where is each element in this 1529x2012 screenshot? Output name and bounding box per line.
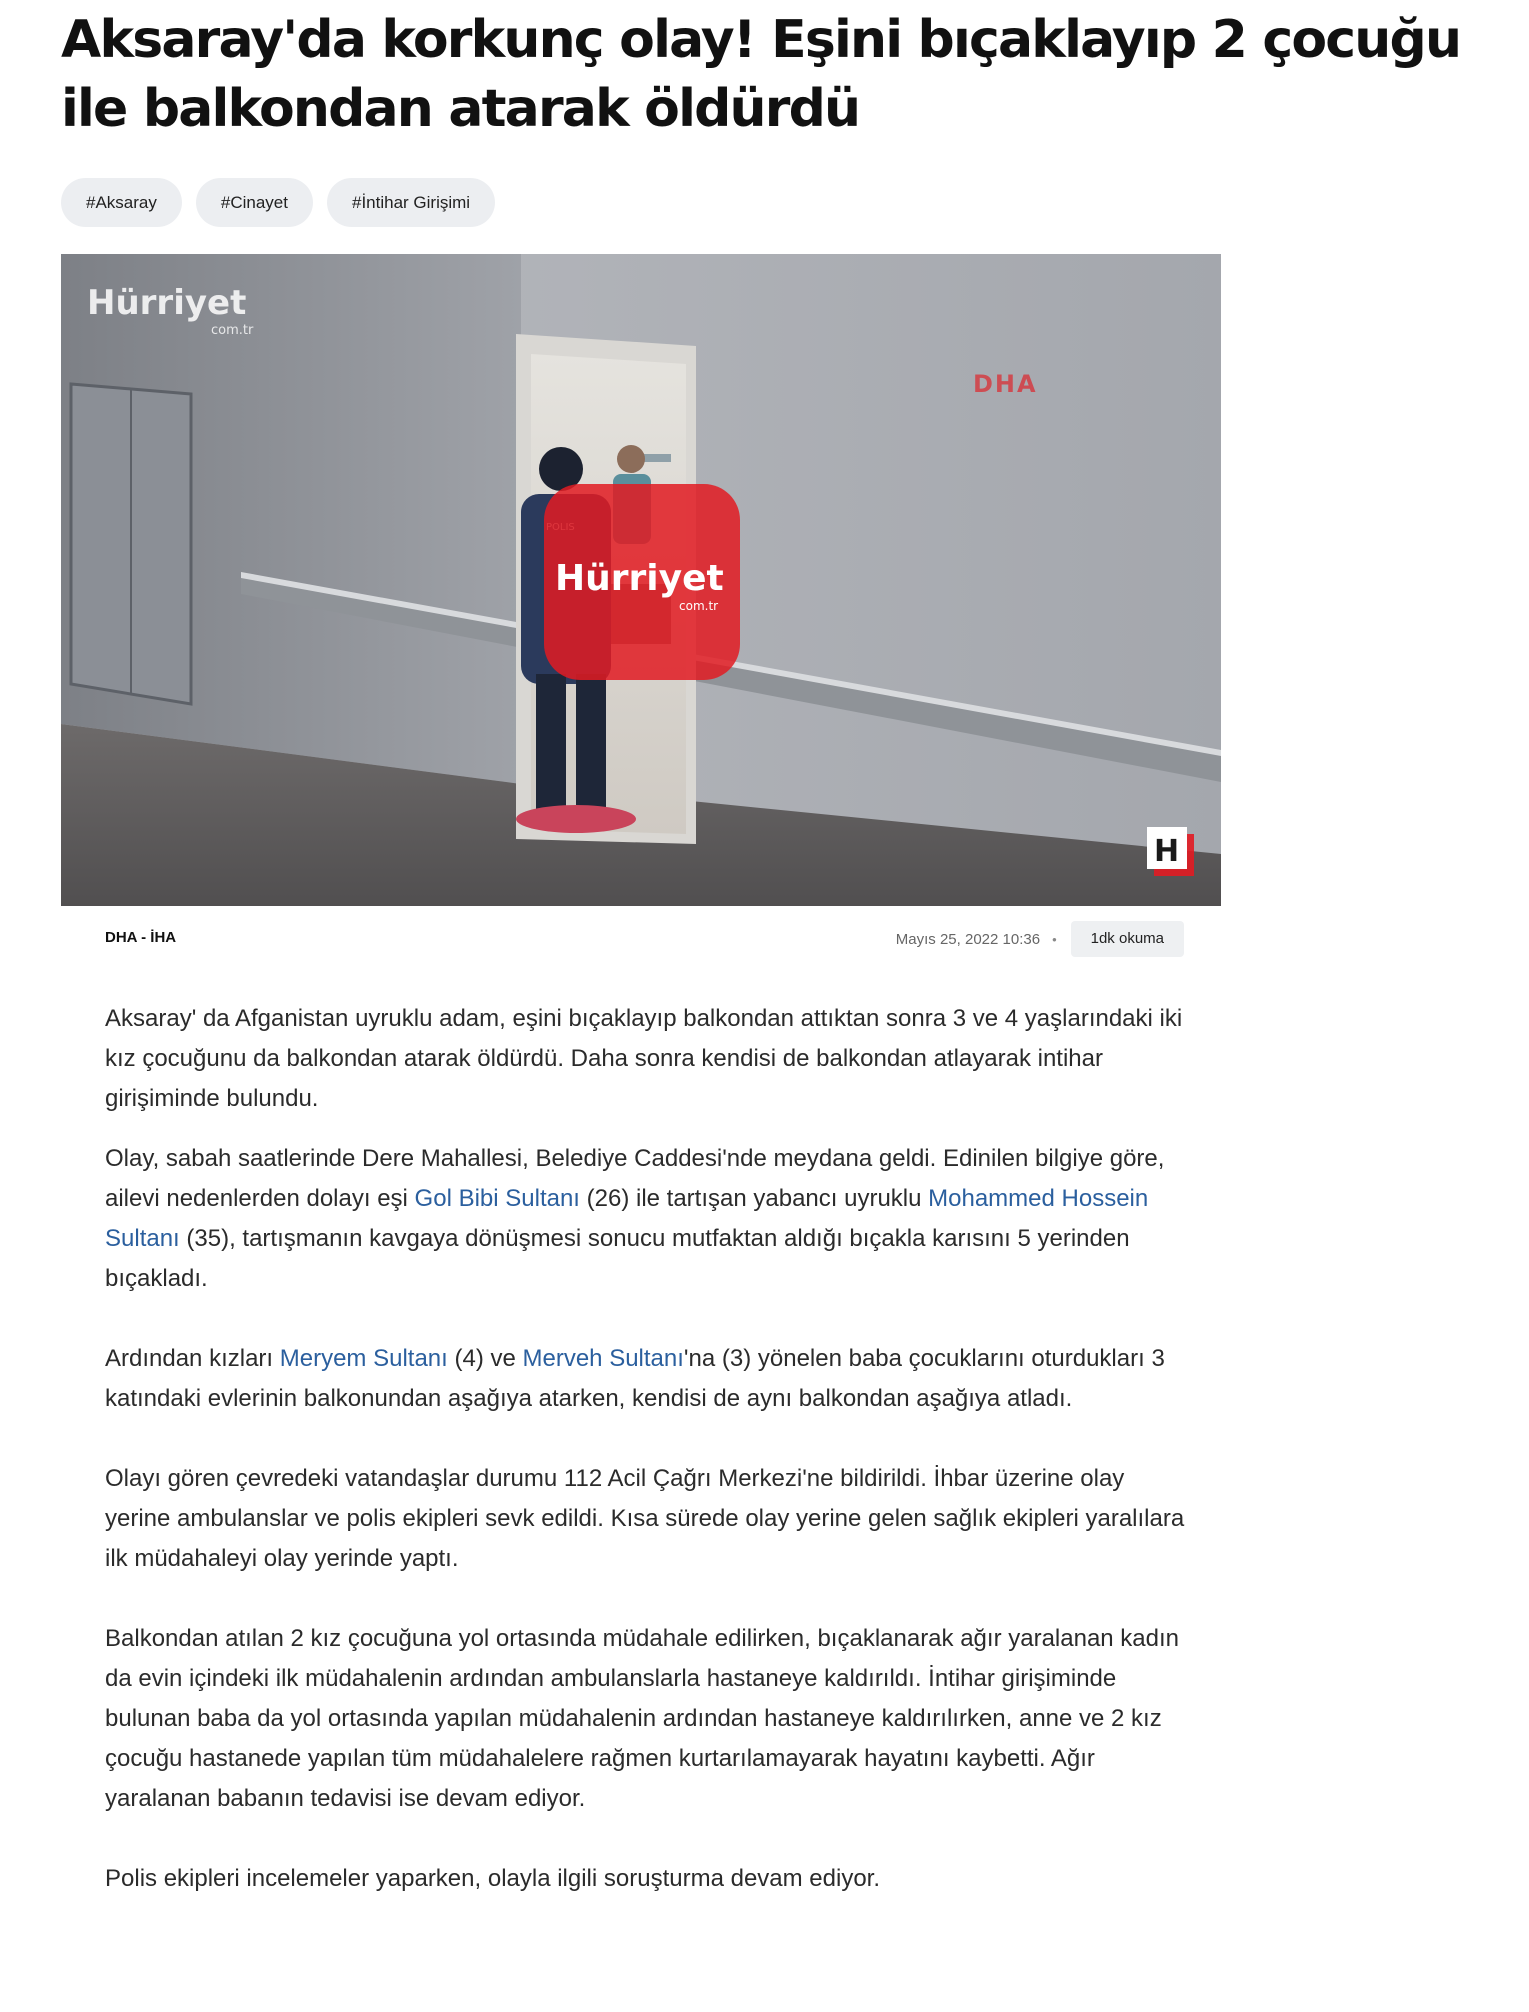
corner-h-letter: H — [1154, 834, 1180, 869]
hurriyet-logo-top-sub: com.tr — [211, 323, 254, 338]
tag-cinayet[interactable]: #Cinayet — [196, 178, 313, 227]
person-link-meryem[interactable]: Meryem Sultanı — [279, 1345, 448, 1372]
article-lead-paragraph: Aksaray' da Afganistan uyruklu adam, eşini bıçaklayıp balkondan attıktan sonra 3 ve 4 yaşlarındaki iki kız çocuğunu da balkondan atarak öldürdü. Daha sonra kendisi de balkondan atlayarak intihar girişiminde bulundu. — [105, 1005, 1183, 1112]
play-logo-icon[interactable] — [544, 484, 740, 680]
tag-intihar-girisimi[interactable]: #İntihar Girişimi — [327, 178, 495, 227]
article-meta — [896, 921, 1184, 957]
tag-aksaray[interactable]: #Aksaray — [61, 178, 182, 227]
article-paragraph-5: Balkondan atılan 2 kız çocuğuna yol ortasında müdahale edilirken, bıçaklanarak ağır yaralanan kadın da evin içindeki ilk müdahalenin ardından ambulanslarla hastaneye kaldırıldı. İntihar girişiminde bulunan baba da yol ortasında yapılan müdahalenin ardından hastaneye kaldırılırken, anne ve 2 kız çocuğu hastanede yapılan tüm müdahalelere rağmen kurtarılamayarak hayatını kaybetti. Ağır yaralanan babanın tedavisi ise devam ediyor. — [105, 1625, 1180, 1812]
article-paragraph-2 — [105, 1139, 1190, 1299]
text-span: Olay, sabah saatlerinde Dere Mahallesi, Belediye Caddesi'nde meydana geldi. Edinilen bilgiye göre, ailevi nedenlerden dolayı eşi — [105, 1145, 1165, 1212]
text-span: (35), tartışmanın kavgaya dönüşmesi sonucu mutfaktan aldığı bıçakla karısını 5 yerinden bıçakladı. — [105, 1225, 1130, 1292]
corner-h-logo-icon — [1147, 827, 1194, 876]
article-paragraph-6: Polis ekipleri incelemeler yaparken, olayla ilgili soruşturma devam ediyor. — [105, 1865, 881, 1892]
publish-date: Mayıs 25, 2022 10:36 — [895, 930, 1041, 948]
video-frame — [61, 254, 1221, 906]
person-link-merveh[interactable]: Merveh Sultanı — [522, 1345, 684, 1372]
meta-separator: • — [1052, 931, 1057, 947]
text-span: (26) ile tartışan yabancı uyruklu — [579, 1185, 929, 1212]
article-paragraph-3 — [105, 1339, 1190, 1419]
article-paragraph-4: Olayı gören çevredeki vatandaşlar durumu 112 Acil Çağrı Merkezi'ne bildirildi. İhbar üzerine olay yerine ambulanslar ve polis ekipleri sevk edildi. Kısa sürede olay yerine gelen sağlık ekipleri yaralılara ilk müdahaleyi olay yerinde yaptı. — [105, 1465, 1185, 1572]
person-link-gol-bibi[interactable]: Gol Bibi Sultanı — [414, 1185, 580, 1212]
tag-list — [61, 178, 495, 227]
hurriyet-logo-center-sub: com.tr — [679, 599, 719, 613]
article-body — [105, 999, 1190, 1939]
hurriyet-logo-top: Hürriyet — [87, 283, 247, 323]
text-span: (4) ve — [447, 1345, 523, 1372]
text-span: Ardından kızları — [105, 1345, 280, 1372]
article-headline: Aksaray'da korkunç olay! Eşini bıçaklayıp 2 çocuğu ile balkondan atarak öldürdü — [61, 10, 1461, 139]
person-link-mohammed-hossein[interactable]: Mohammed Hossein Sultanı — [105, 1185, 1149, 1252]
hurriyet-logo-center: Hürriyet — [555, 558, 724, 599]
video-player[interactable] — [61, 254, 1221, 906]
text-span: 'na (3) yönelen baba çocuklarını oturdukları 3 katındaki evlerinin balkonundan aşağıya atarken, kendisi de aynı balkondan aşağıya atladı. — [105, 1345, 1165, 1412]
read-time-badge: 1dk okuma — [1071, 921, 1184, 957]
article-source: DHA - İHA — [105, 929, 177, 946]
dha-watermark: DHA — [973, 370, 1038, 398]
